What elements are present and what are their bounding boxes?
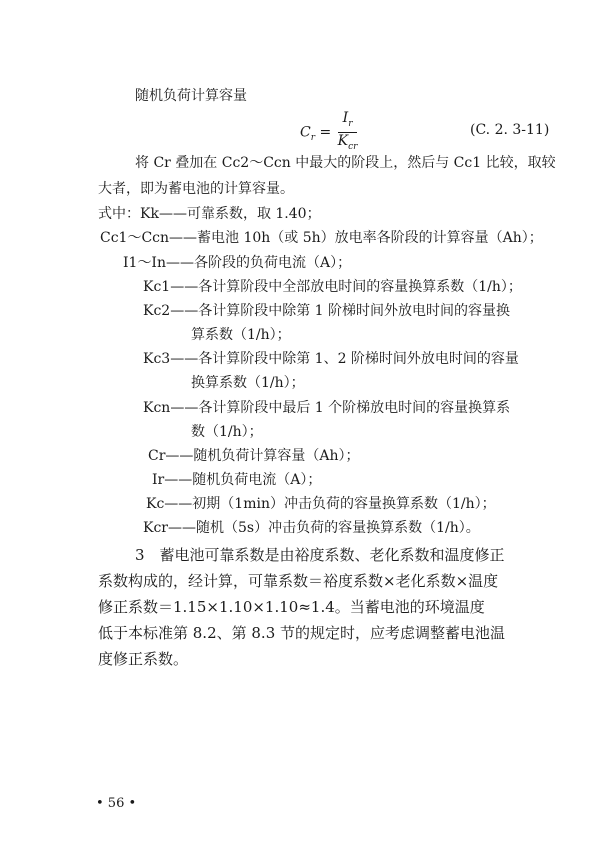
- formula-lhs: C: [300, 124, 311, 141]
- equation-number: (C. 2. 3-11): [470, 122, 550, 138]
- formula-equals: =: [319, 124, 332, 141]
- def-kcn: Kcn——各计算阶段中最后 1 个阶梯放电时间的容量换算系: [143, 400, 511, 416]
- def-ir: Ir——随机负荷电流（A）；: [152, 472, 322, 488]
- formula-denominator: $K_{cr}$: [337, 132, 358, 152]
- def-kc2-cont: 算系数（1/h）；: [191, 327, 291, 343]
- def-cc: Cc1～Ccn——蓄电池 10h（或 5h）放电率各阶段的计算容量（Ah）；: [100, 230, 543, 246]
- def-kc2: Kc2——各计算阶段中除第 1 阶梯时间外放电时间的容量换: [143, 303, 511, 319]
- def-kcr: Kcr——随机（5s）冲击负荷的容量换算系数（1/h）。: [143, 520, 480, 536]
- formula-c-2-3-11: [300, 110, 357, 155]
- para3-line1: 3 蓄电池可靠系数是由裕度系数、老化系数和温度修正: [135, 546, 505, 564]
- def-i: I1～In——各阶段的负荷电流（A）；: [123, 255, 352, 271]
- def-kcn-cont: 数（1/h）；: [191, 424, 263, 440]
- para3-line5: 度修正系数。: [98, 650, 189, 668]
- formula-lhs-sub: r: [310, 133, 316, 144]
- def-kc3-cont: 换算系数（1/h）；: [191, 375, 305, 391]
- def-kk: 式中：Kk——可靠系数，取 1.40；: [98, 206, 321, 222]
- def-kc1: Kc1——各计算阶段中全部放电时间的容量换算系数（1/h）；: [143, 279, 522, 295]
- para1-line1: 将 Cr 叠加在 Cc2～Ccn 中最大的阶段上，然后与 Cc1 比较，取较: [135, 155, 556, 171]
- def-kc: Kc——初期（1min）冲击负荷的容量换算系数（1/h）；: [146, 496, 496, 512]
- def-cr: Cr——随机负荷计算容量（Ah）；: [148, 448, 360, 464]
- para1-line2: 大者，即为蓄电池的计算容量。: [98, 181, 294, 197]
- heading: 随机负荷计算容量: [135, 88, 247, 104]
- page-number: • 56 •: [96, 796, 137, 811]
- formula-numerator: $I_r$: [338, 110, 358, 133]
- formula-fraction: [338, 110, 358, 155]
- para3-line3: 修正系数＝1.15×1.10×1.10≈1.4。当蓄电池的环境温度: [98, 598, 485, 616]
- def-kc3: Kc3——各计算阶段中除第 1、2 阶梯时间外放电时间的容量: [143, 351, 519, 367]
- para3-line4: 低于本标准第 8.2、第 8.3 节的规定时，应考虑调整蓄电池温: [98, 624, 506, 642]
- para3-line2: 系数构成的，经计算，可靠系数＝裕度系数×老化系数×温度: [98, 572, 499, 590]
